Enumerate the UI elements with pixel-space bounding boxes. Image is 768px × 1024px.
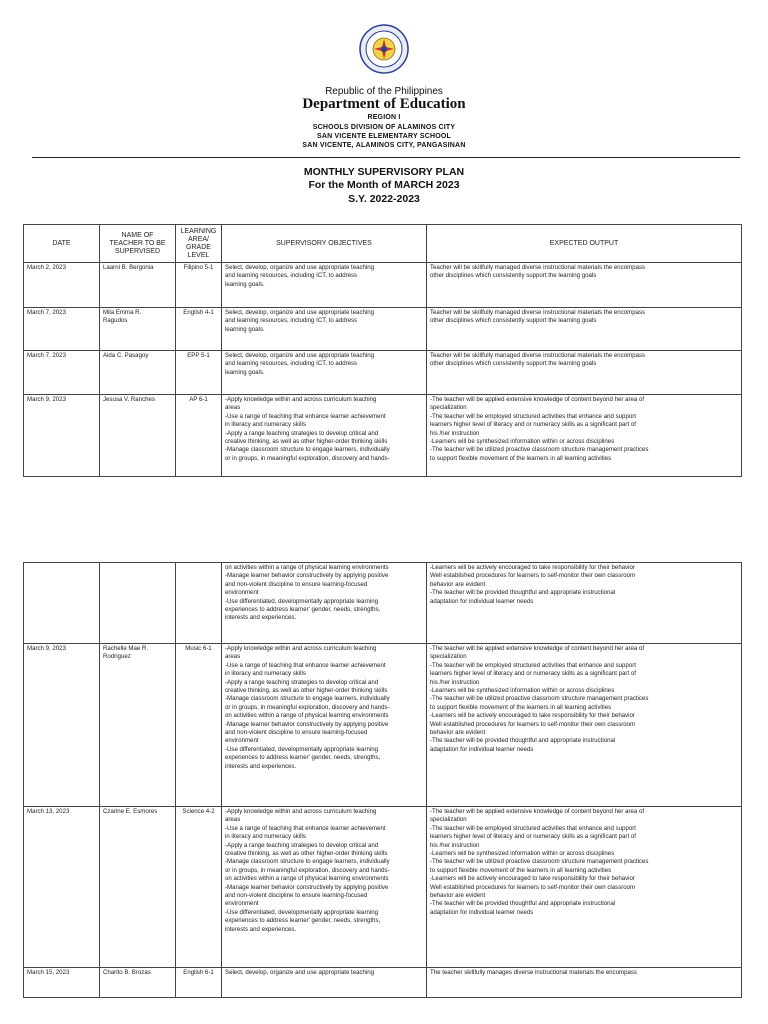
row-date: March 2, 2023 [24, 263, 100, 308]
table-header-row [24, 225, 742, 263]
header-date: DATE [24, 225, 100, 263]
header-teacher: NAME OF TEACHER TO BE SUPERVISED [100, 225, 176, 263]
header-objectives: SUPERVISORY OBJECTIVES [222, 225, 427, 263]
header-department: Department of Education [302, 96, 466, 112]
row-date: March 7, 2023 [24, 308, 100, 351]
row-output: -The teacher will be applied extensive knowledge of content beyond her area of specialization -The teacher will be employed structured activities that enhance and support learners higher level of literacy and or numeracy skills as a significant part of his /her instruction -Learners will be synthesized information within or across disciplines -The teacher will be utilized proactive classroom structure management practices to support flexible movement of the learners in all learning activities -Learners will be actively encouraged to take responsibility for their behavior Well established procedures for learners to self-monitor their own classroom behavior are evident -The teacher will be provided thoughtful and appropriate instructional adaptation for individual learner needs [427, 807, 742, 968]
supervisory-plan-table-continued [23, 562, 742, 998]
row-objectives: -Apply knowledge within and across curriculum teaching areas -Use a range of teaching that enhance learner achievement in literacy and numeracy skills -Apply a range teaching strategies to develop critical and creative thinking, as well as other higher-order thinking skills -Manage classroom structure to engage learners, individually or in groups, in meaningful exploration, discovery and hands- on activities within a range of physical learning environments -Manage learner behavior constructively by applying positive and non-violent discipline to ensure learning-focused environment -Use differentiated, developmentally appropriate learning experiences to address learner' gender, needs, strengths, interests and experiences. [222, 644, 427, 807]
row-area: English 4-1 [176, 308, 222, 351]
row-output: -The teacher will be applied extensive knowledge of content beyond her area of specialization -The teacher will be employed structured activities that enhance and support learners higher level of literacy and or numeracy skills as a significant part of his /her instruction -Learners will be synthesized information within or across disciplines -The teacher will be utilized proactive classroom structure management practices to support flexible movement of the learners in all learning activities [427, 395, 742, 477]
row-date: March 9, 2023 [24, 395, 100, 477]
row-area: EPP 5-1 [176, 351, 222, 395]
row-area: Filipino 5-1 [176, 263, 222, 308]
row-area: Music 6-1 [176, 644, 222, 807]
table-row [24, 807, 742, 968]
row-output: Teacher will be skillfully managed diverse instructional materials the encompass other disciplines which consistently support the learning goals [427, 263, 742, 308]
row-objectives: Select, develop, organize and use appropriate teaching and learning resources, including ICT, to address learning goals. [222, 308, 427, 351]
table-row [24, 968, 742, 998]
plan-title: MONTHLY SUPERVISORY PLAN [303, 166, 465, 178]
row-area: Science 4-2 [176, 807, 222, 968]
table-row [24, 263, 742, 308]
row-area: English 6-1 [176, 968, 222, 998]
table-row [24, 644, 742, 807]
row-area: AP 6-1 [176, 395, 222, 477]
row-output: The teacher skillfully manages diverse instructional materials the encompass [427, 968, 742, 998]
deped-seal-icon [359, 24, 409, 74]
table-row-continued [24, 563, 742, 644]
table-row [24, 395, 742, 477]
row-objectives: -Apply knowledge within and across curriculum teaching areas -Use a range of teaching that enhance learner achievement in literacy and numeracy skills -Apply a range teaching strategies to develop critical and creative thinking, as well as other higher-order thinking skills -Manage classroom structure to engage learners, individually or in groups, in meaningful exploration, discovery and hands- on activities within a range of physical learning environments -Manage learner behavior constructively by applying positive and non-violent discipline to ensure learning-focused environment -Use differentiated, developmentally appropriate learning experiences to address learner' gender, needs, strengths, interests and experiences. [222, 807, 427, 968]
row-objectives: Select, develop, organize and use appropriate teaching [222, 968, 427, 998]
row-objectives: on activities within a range of physical learning environments -Manage learner behavior constructively by applying positive and non-violent discipline to ensure learning-focused environment -Use differentiated, developmentally appropriate learning experiences to address learner' gender, needs, strengths, interests and experiences. [222, 563, 427, 644]
row-teacher: Czarine E. Esmores [100, 807, 176, 968]
supervisory-plan-table [23, 224, 742, 477]
row-teacher: Charito B. Brozas [100, 968, 176, 998]
table-row [24, 308, 742, 351]
header-school: SAN VICENTE ELEMENTARY SCHOOL [316, 133, 451, 140]
row-teacher: Mila Emma R. Ragudos [100, 308, 176, 351]
header-divider [32, 157, 740, 158]
row-objectives: Select, develop, organize and use appropriate teaching and learning resources, including ICT, to address learning goals. [222, 263, 427, 308]
header-learning-area: LEARNING AREA/ GRADE LEVEL [176, 225, 222, 263]
plan-school-year: S.Y. 2022-2023 [348, 193, 420, 205]
header-division: SCHOOLS DIVISION OF ALAMINOS CITY [312, 124, 456, 131]
row-teacher: Laarni B. Bergonia [100, 263, 176, 308]
table-row [24, 351, 742, 395]
header-republic: Republic of the Philippines [325, 86, 443, 97]
row-date: March 13, 2023 [24, 807, 100, 968]
row-output: -The teacher will be applied extensive knowledge of content beyond her area of specialization -The teacher will be employed structured activities that enhance and support learners higher level of literacy and or numeracy skills as a significant part of his /her instruction -Learners will be synthesized information within or across disciplines -The teacher will be utilized proactive classroom structure management practices to support flexible movement of the learners in all learning activities -Learners will be actively encouraged to take responsibility for their behavior Well established procedures for learners to self-monitor their own classroom behavior are evident -The teacher will be provided thoughtful and appropriate instructional adaptation for individual learner needs [427, 644, 742, 807]
row-output: -Learners will be actively encouraged to take responsibility for their behavior Well established procedures for learners to self-monitor their own classroom behavior are evident -The teacher will be provided thoughtful and appropriate instructional adaptation for individual learner needs [427, 563, 742, 644]
row-teacher: Rachelle Mae R. Rodriguez [100, 644, 176, 807]
row-date: March 9, 2023 [24, 644, 100, 807]
row-teacher: Jesusa V. Ranches [100, 395, 176, 477]
header-address: SAN VICENTE, ALAMINOS CITY, PANGASINAN [302, 142, 466, 149]
header-region: REGION I [367, 114, 401, 121]
plan-month: For the Month of MARCH 2023 [308, 179, 460, 191]
row-date: March 15, 2023 [24, 968, 100, 998]
row-objectives: Select, develop, organize and use appropriate teaching and learning resources, including ICT, to address learning goals. [222, 351, 427, 395]
row-output: Teacher will be skillfully managed diverse instructional materials the encompass other disciplines which consistently support the learning goals [427, 351, 742, 395]
header-expected-output: EXPECTED OUTPUT [427, 225, 742, 263]
row-output: Teacher will be skillfully managed diverse instructional materials the encompass other disciplines which consistently support the learning goals [427, 308, 742, 351]
row-objectives: -Apply knowledge within and across curriculum teaching areas -Use a range of teaching that enhance learner achievement in literacy and numeracy skills -Apply a range teaching strategies to develop critical and creative thinking, as well as other higher-order thinking skills -Manage classroom structure to engage learners, individually or in groups, in meaningful exploration, discovery and hands- [222, 395, 427, 477]
row-date: March 7, 2023 [24, 351, 100, 395]
row-teacher: Aida C. Pasagoy [100, 351, 176, 395]
